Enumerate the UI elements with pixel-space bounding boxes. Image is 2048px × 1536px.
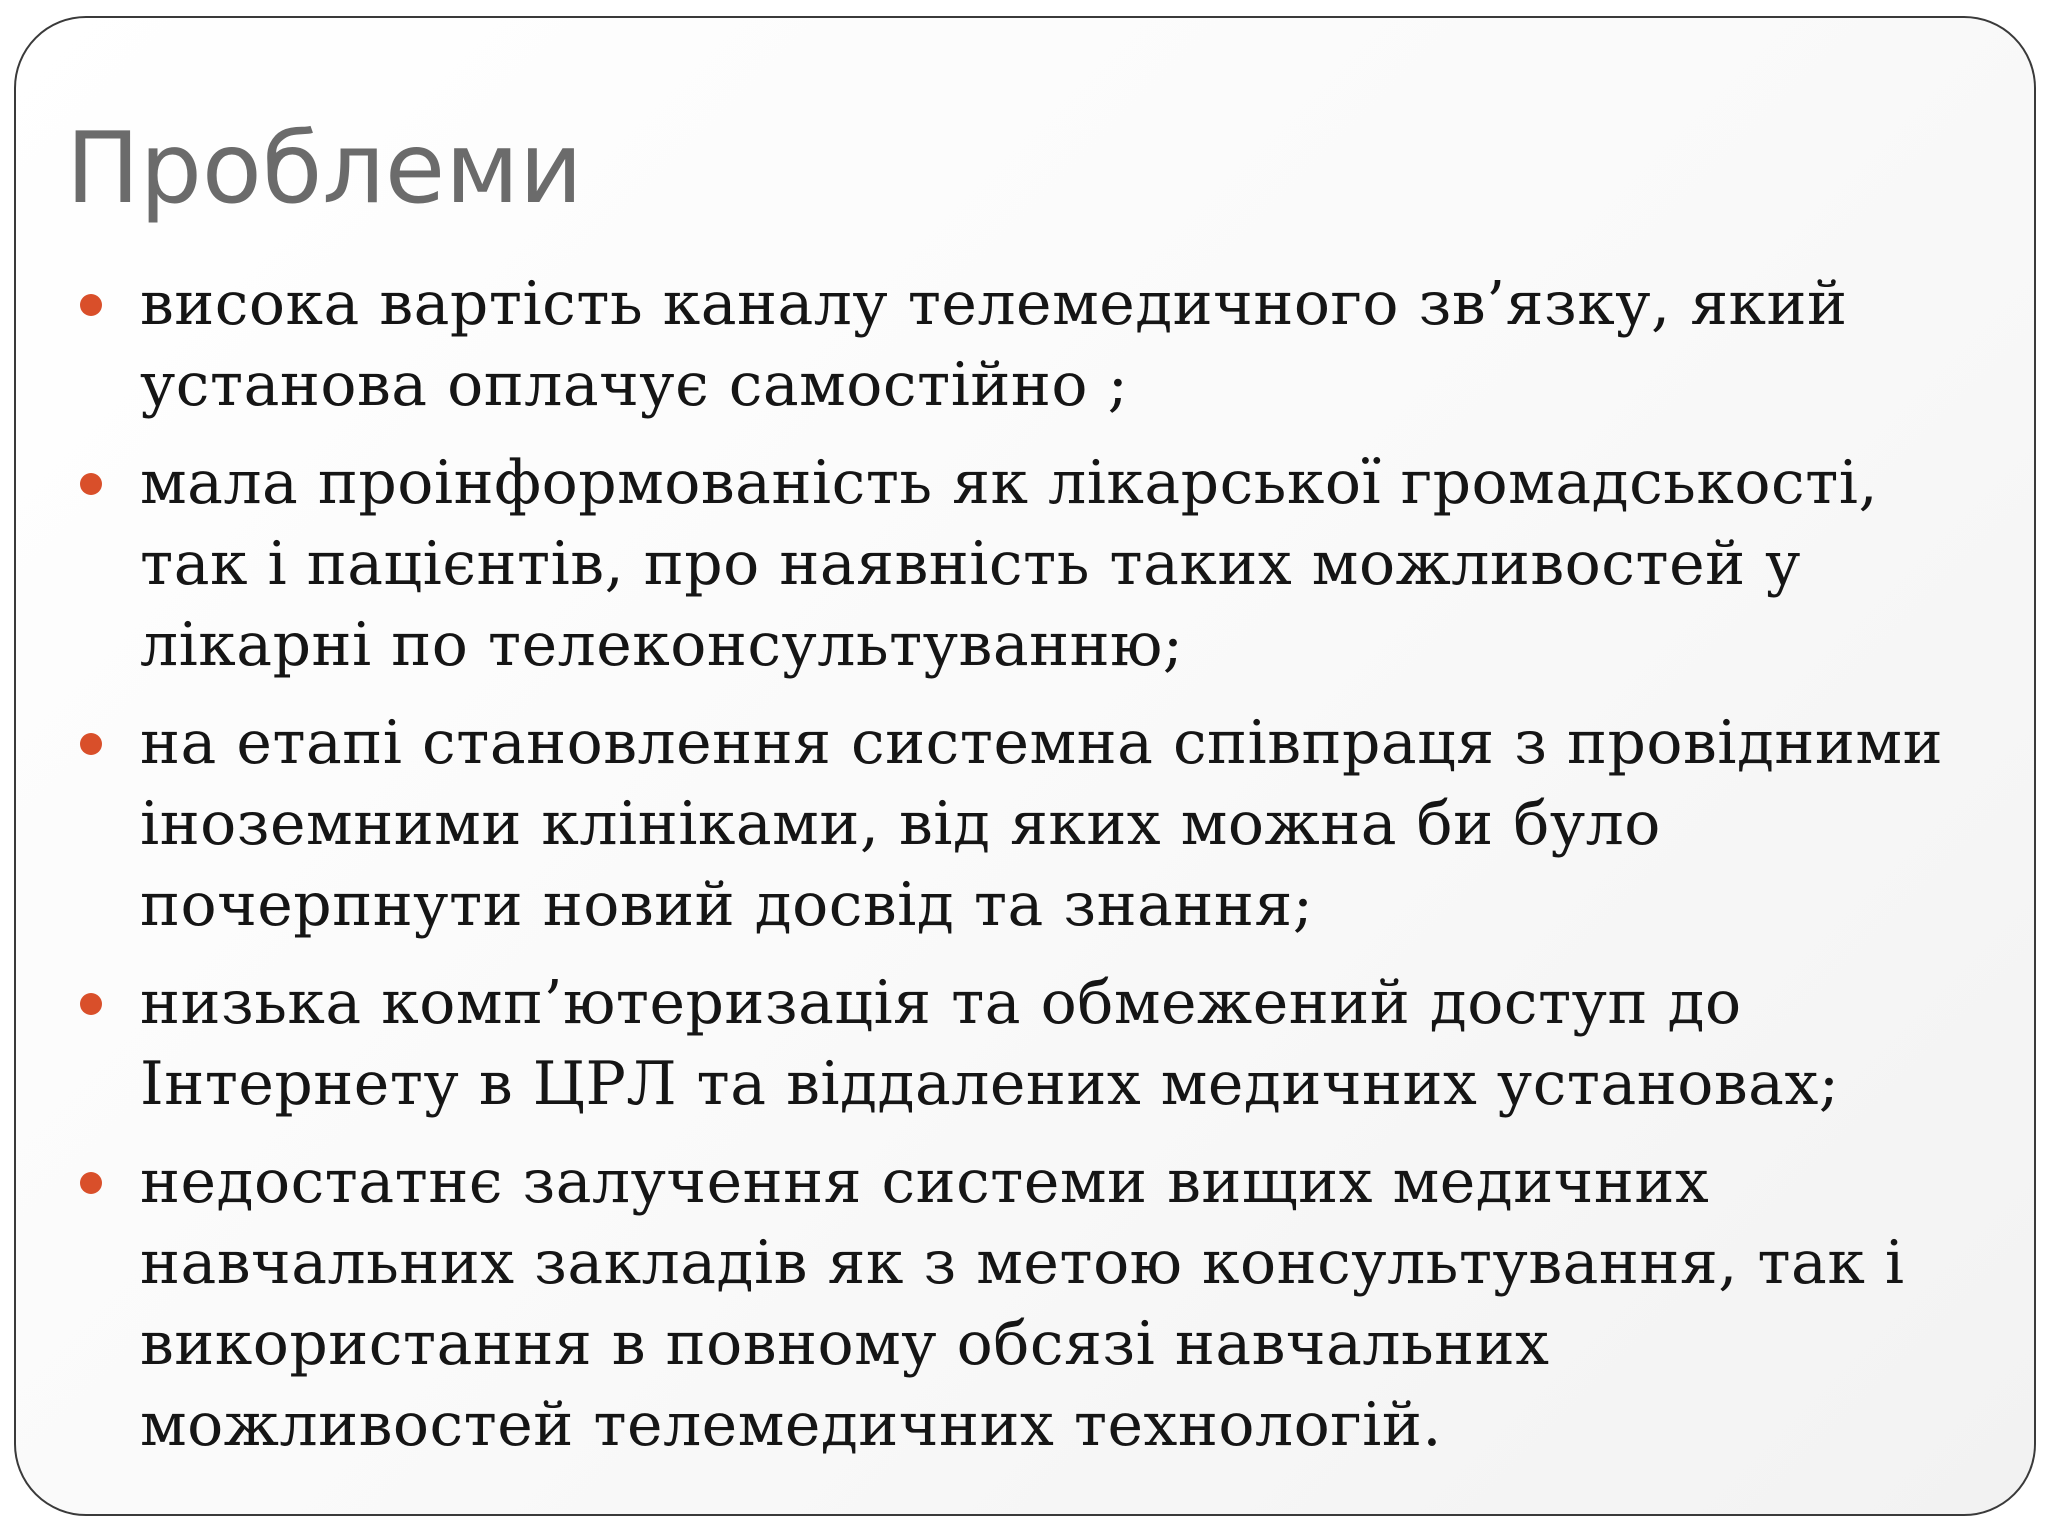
bullet-list xyxy=(80,264,1980,1483)
bullet-item xyxy=(80,963,1980,1125)
bullet-dot-icon xyxy=(80,993,102,1015)
bullet-dot-icon xyxy=(80,294,102,316)
bullet-dot-icon xyxy=(80,1172,102,1194)
bullet-text: недостатнє залучення системи вищих медичних навчальних закладів як з метою консультування, так і використання в повному обсязі навчальних можливостей телемедичних технологій. xyxy=(140,1147,1905,1460)
slide xyxy=(14,16,2036,1516)
bullet-item xyxy=(80,1142,1980,1466)
bullet-item xyxy=(80,443,1980,686)
slide-title: Проблеми xyxy=(66,112,583,226)
bullet-item xyxy=(80,703,1980,946)
bullet-text: мала проінформованість як лікарської громадськості, так і пацієнтів, про наявність таких можливостей у лікарні по телеконсультуванню; xyxy=(140,448,1879,680)
bullet-text: низька комп’ютеризація та обмежений доступ до Інтернету в ЦРЛ та віддалених медичних установах; xyxy=(140,968,1840,1119)
bullet-dot-icon xyxy=(80,473,102,495)
bullet-dot-icon xyxy=(80,733,102,755)
bullet-item xyxy=(80,264,1980,426)
bullet-text: висока вартість каналу телемедичного зв’язку, який установа оплачує самостійно ; xyxy=(140,269,1848,420)
bullet-text: на етапі становлення системна співпраця з провідними іноземними клініками, від яких можна би було почерпнути новий досвід та знання; xyxy=(140,708,1944,940)
